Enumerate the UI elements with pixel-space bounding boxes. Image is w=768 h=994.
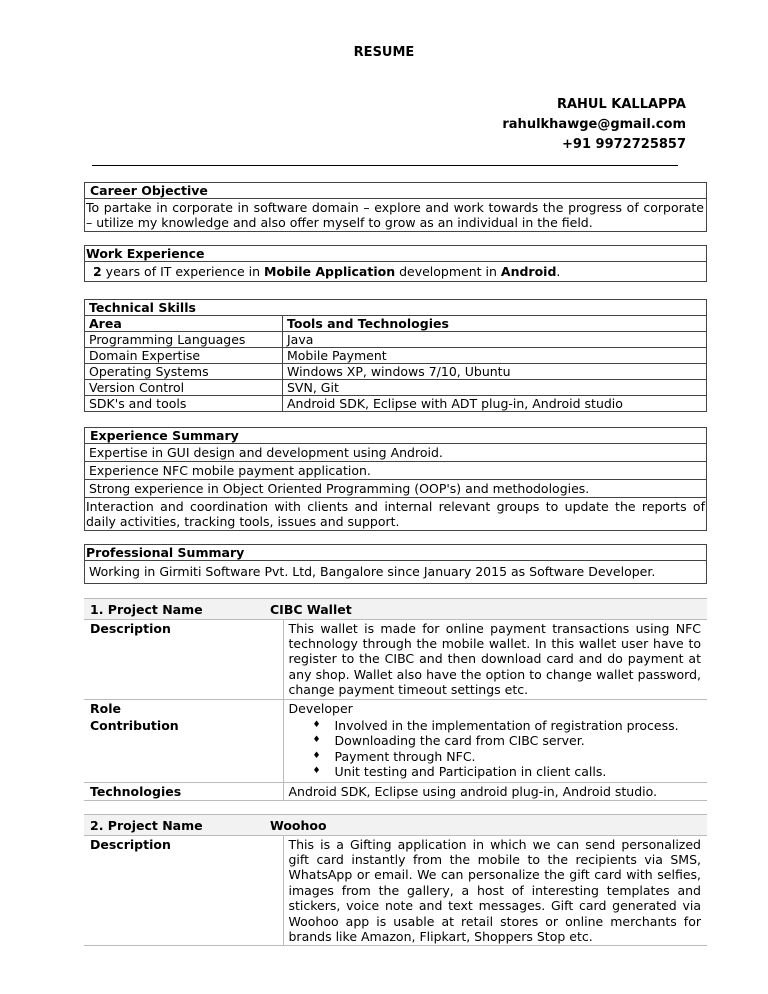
skill-area: Programming Languages: [85, 332, 283, 348]
skills-col-area: Area: [85, 316, 283, 332]
project-description: This is a Gifting application in which we can send personalized gift card instantly from the mobile to the recipients via SMS, WhatsApp or email. We can personalize the gift card with selfies, images from the gallery, a host of interesting templates and stickers, voice note and text messages. Gift card generated via Woohoo app is usable at retail stores or online merchants for brands like Amazon, Flipkart, Shoppers Stop etc.: [283, 835, 707, 945]
experience-item: Interaction and coordination with clients and internal relevant groups to update the reports of daily activities, tracking tools, issues and support.: [86, 499, 705, 529]
work-text-1: years of IT experience in: [101, 264, 264, 279]
project-1: [84, 598, 707, 801]
project-name-label: 1. Project Name: [90, 602, 203, 617]
skill-tools: Java: [283, 332, 707, 348]
skill-tools: SVN, Git: [283, 380, 707, 396]
candidate-phone: +91 9972725857: [562, 137, 686, 152]
experience-summary-section: [84, 427, 707, 531]
work-bold-1: Mobile Application: [264, 264, 396, 279]
experience-summary-heading: Experience Summary: [90, 428, 239, 443]
description-label: Description: [90, 620, 171, 636]
career-objective-text: To partake in corporate in software domain – explore and work towards the progress of corporate – utilize my knowledge and also offer myself to grow as an individual in the field.: [85, 199, 707, 232]
resume-title: RESUME: [353, 45, 415, 60]
experience-item: Experience NFC mobile payment application.: [85, 462, 707, 480]
skills-col-tools: Tools and Technologies: [283, 316, 707, 332]
project-name-label: 2. Project Name: [90, 818, 203, 833]
work-experience-heading: Work Experience: [86, 246, 205, 261]
role-label: Role: [90, 700, 121, 716]
work-experience-section: [84, 245, 707, 282]
skill-tools: Windows XP, windows 7/10, Ubuntu: [283, 364, 707, 380]
contribution-item: ♦ Payment through NFC.: [313, 749, 702, 764]
project-name: [270, 815, 707, 835]
skills-row: [85, 332, 707, 348]
candidate-name: RAHUL KALLAPPA: [556, 97, 686, 112]
skill-area: Version Control: [85, 380, 283, 396]
technologies-label: Technologies: [90, 783, 182, 799]
years-count: 2: [93, 264, 102, 279]
work-bold-2: Android: [500, 264, 557, 279]
skills-row: [85, 396, 707, 412]
skills-row: [85, 348, 707, 364]
skills-row: [85, 364, 707, 380]
skill-area: Domain Expertise: [85, 348, 283, 364]
contribution-label: Contribution: [90, 717, 179, 733]
contribution-item: ♦ Downloading the card from CIBC server.: [313, 733, 702, 748]
skill-tools: Mobile Payment: [283, 348, 707, 364]
contribution-item: ♦ Unit testing and Participation in client calls.: [313, 764, 702, 779]
professional-summary-text: Working in Girmiti Software Pvt. Ltd, Bangalore since January 2015 as Software Developer.: [85, 561, 707, 584]
skills-row: [85, 380, 707, 396]
work-experience-text: [85, 262, 707, 282]
project-technologies: Android SDK, Eclipse using android plug-in, Android studio.: [283, 782, 707, 800]
project-2: [84, 814, 707, 946]
career-objective-section: [84, 182, 707, 232]
technical-skills-heading: Technical Skills: [89, 300, 196, 315]
project-role: Developer: [283, 699, 707, 717]
project-name-text: CIBC Wallet: [270, 602, 352, 617]
skill-tools: Android SDK, Eclipse with ADT plug-in, Android studio: [283, 396, 707, 412]
experience-item: Strong experience in Object Oriented Programming (OOP's) and methodologies.: [85, 480, 707, 498]
career-objective-heading: Career Objective: [90, 183, 208, 198]
candidate-email: rahulkhawge@gmail.com: [502, 117, 686, 132]
skill-area: Operating Systems: [85, 364, 283, 380]
project-contribution: [283, 717, 707, 782]
project-name: [270, 599, 707, 619]
work-text-2: development in: [395, 264, 501, 279]
work-text-end: .: [556, 264, 561, 279]
professional-summary-section: [84, 544, 707, 584]
contribution-item: ♦ Involved in the implementation of registration process.: [313, 718, 702, 733]
description-label: Description: [90, 836, 171, 852]
technical-skills-section: [84, 299, 707, 412]
professional-summary-heading: Professional Summary: [86, 545, 245, 560]
header-divider: [92, 165, 678, 166]
skill-area: SDK's and tools: [85, 396, 283, 412]
project-name-text: Woohoo: [270, 818, 327, 833]
project-description: This wallet is made for online payment transactions using NFC technology through the mobile wallet. In this wallet user have to register to the CIBC and then download card and do payment at any shop. Wallet also have the option to change wallet password, change payment timeout settings etc.: [283, 619, 707, 699]
experience-item: Expertise in GUI design and development using Android.: [85, 444, 707, 462]
